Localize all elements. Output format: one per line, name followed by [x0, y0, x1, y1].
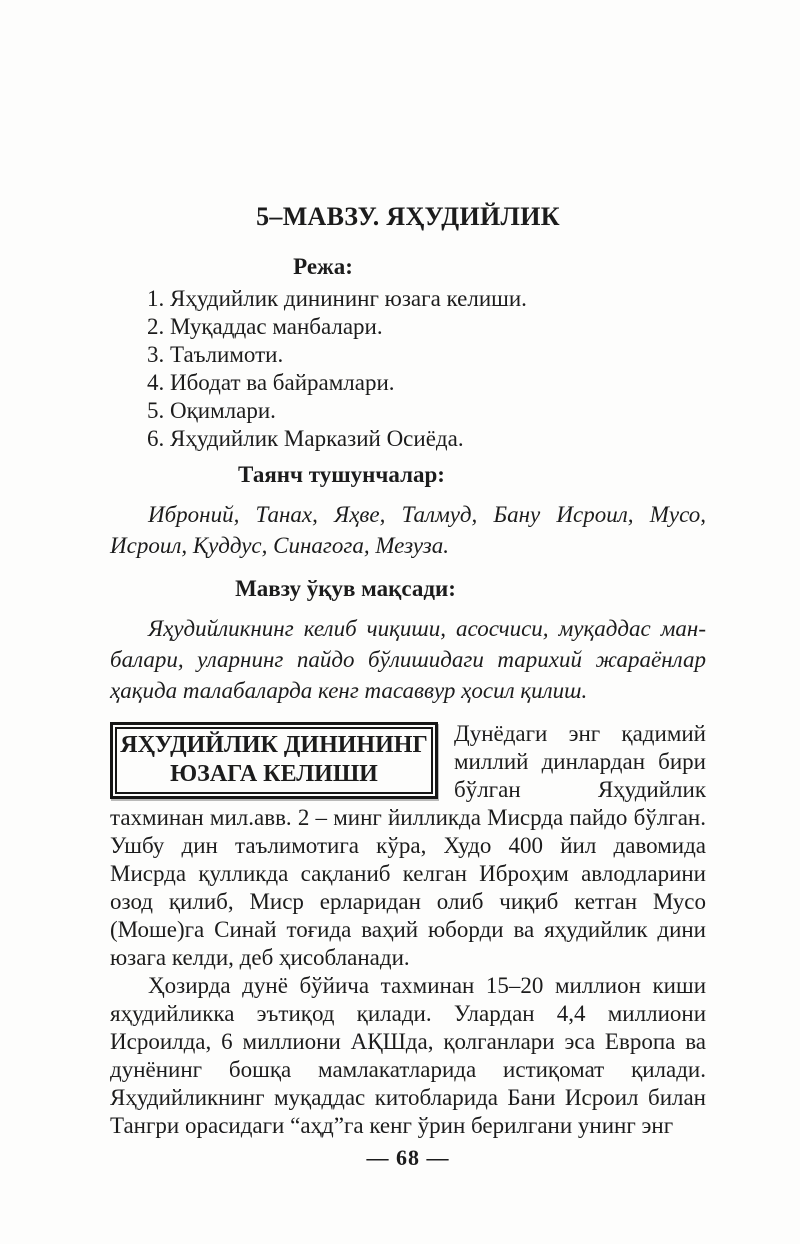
key-concepts-heading: Таянч тушунчалар:: [238, 462, 445, 487]
plan-item-1: 1. Яҳудийлик динининг юзага келиши.: [147, 286, 527, 311]
section-title: [115, 727, 433, 794]
plan-heading: Режа:: [293, 254, 353, 279]
plan-item-3: 3. Таълимоти.: [147, 342, 284, 367]
key-concepts-text: Иброний, Танах, Яҳве, Талмуд, Бану Исроил, Мусо, Исроил, Қуддус, Синагога, Мезуза.: [110, 502, 706, 558]
section-title-box: [110, 722, 438, 799]
section-body: [110, 720, 706, 1140]
page-number: — 68 —: [366, 1145, 450, 1170]
objective-heading: Мавзу ўқув мақсади:: [235, 576, 456, 601]
plan-list: [110, 285, 706, 453]
section-title-line-2: ЮЗАГА КЕЛИШИ: [170, 761, 378, 787]
page-title: 5–МАВЗУ. ЯҲУДИЙЛИК: [256, 202, 560, 231]
plan-item-4: 4. Ибодат ва байрамлари.: [147, 370, 395, 395]
plan-item-2: 2. Муқаддас манбалари.: [147, 314, 383, 339]
plan-item-5: 5. Оқимлари.: [147, 398, 276, 423]
text-column: [110, 0, 706, 1140]
paragraph-origin: Дунёдаги энг қадимий миллий динлардан бири бўлган Яҳудийлик тахминан мил.авв. 2 – минг йилликда Мисрда пайдо бўлган. Ушбу дин таълимотига кўра, Худо 400 йил давомида Мисрда қулликда сақланиб келган Иброҳим авлодларини озод қилиб, Миср ерларидан олиб чиқиб кетган Мусо (Моше)га Синай тоғида ваҳий юборди ва яҳудийлик дини юзага келди, деб ҳисобланади.: [110, 721, 706, 970]
objective-text: Яҳудийликнинг келиб чиқиши, асосчиси, муқаддас манбалари, уларнинг пайдо бўлишидаги тарихий жараёнлар ҳақида талабаларда кенг тасаввур ҳосил қилиш.: [110, 616, 706, 703]
plan-item-6: 6. Яҳудийлик Марказий Осиёда.: [147, 426, 464, 451]
section-title-line-1: ЯҲУДИЙЛИК ДИНИНИНГ: [120, 732, 428, 758]
paragraph-statistics: Ҳозирда дунё бўйича тахминан 15–20 миллион киши яҳудийликка эътиқод қилади. Улардан 4,4 миллиони Исроилда, 6 миллиони АҚШда, қолганлари эса Европа ва дунёнинг бошқа мамлакатларида истиқомат қилади. Яҳудийликнинг муқаддас китобларида Бани Исроил билан Тангри орасидаги “аҳд”га кенг ўрин берилгани унинг энг: [110, 973, 706, 1138]
